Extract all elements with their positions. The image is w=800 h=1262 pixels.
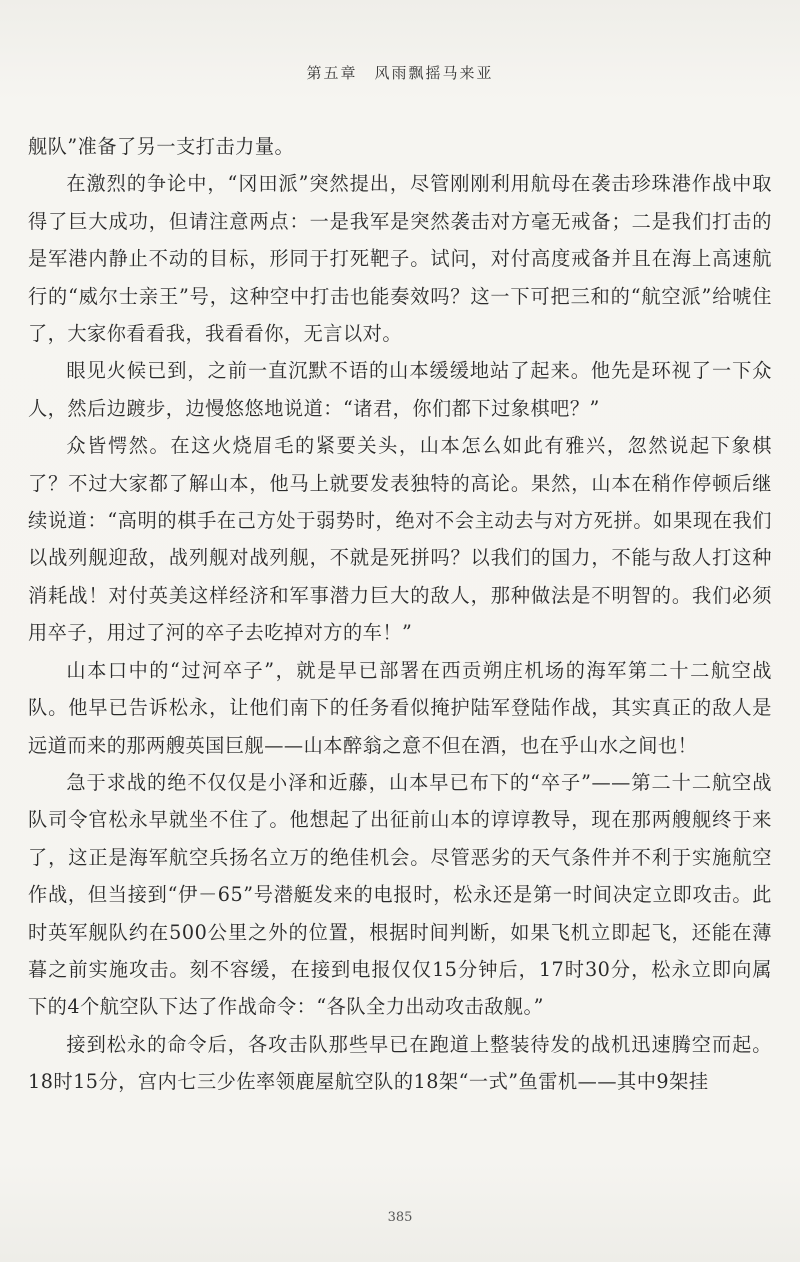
paragraph: 众皆愕然。在这火烧眉毛的紧要关头，山本怎么如此有雅兴，忽然说起下象棋了？不过大家都了解山本，他马上就要发表独特的高论。果然，山本在稍作停顿后继续说道：“高明的棋手在己方处于弱势时，绝对不会主动去与对方死拼。如果现在我们以战列舰迎敌，战列舰对战列舰，不就是死拼吗？以我们的国力，不能与敌人打这种消耗战！对付英美这样经济和军事潜力巨大的敌人，那种做法是不明智的。我们必须用卒子，用过了河的卒子去吃掉对方的车！” <box>28 434 772 645</box>
body-text <box>28 128 772 1101</box>
paragraph: 舰队”准备了另一支打击力量。 <box>28 135 295 158</box>
paragraph: 在激烈的争论中，“冈田派”突然提出，尽管刚刚利用航母在袭击珍珠港作战中取得了巨大成功，但请注意两点：一是我军是突然袭击对方毫无戒备；二是我们打击的是军港内静止不动的目标，形同于打死靶子。试问，对付高度戒备并且在海上高速航行的“威尔士亲王”号，这种空中打击也能奏效吗？这一下可把三和的“航空派”给唬住了，大家你看看我，我看看你，无言以对。 <box>28 172 772 346</box>
paragraph: 接到松永的命令后，各攻击队那些早已在跑道上整装待发的战机迅速腾空而起。18时15分，宫内七三少佐率领鹿屋航空队的18架“一式”鱼雷机——其中9架挂 <box>28 1032 772 1094</box>
paragraph: 眼见火候已到，之前一直沉默不语的山本缓缓地站了起来。他先是环视了一下众人，然后边踱步，边慢悠悠地说道：“诸君，你们都下过象棋吧？” <box>28 359 772 420</box>
running-header: 第五章 风雨飘摇马来亚 <box>306 64 494 82</box>
page-number: 385 <box>387 1210 413 1225</box>
paragraph: 急于求战的绝不仅仅是小泽和近藤，山本早已布下的“卒子”——第二十二航空战队司令官松永早就坐不住了。他想起了出征前山本的谆谆教导，现在那两艘舰终于来了，这正是海军航空兵扬名立万的绝佳机会。尽管恶劣的天气条件并不利于实施航空作战，但当接到“伊－65”号潜艇发来的电报时，松永还是第一时间决定立即攻击。此时英军舰队约在500公里之外的位置，根据时间判断，如果飞机立即起飞，还能在薄暮之前实施攻击。刻不容缓，在接到电报仅仅15分钟后，17时30分，松永立即向属下的4个航空队下达了作战命令：“各队全力出动攻击敌舰。” <box>28 770 772 1019</box>
paragraph: 山本口中的“过河卒子”，就是早已部署在西贡朔庄机场的海军第二十二航空战队。他早已告诉松永，让他们南下的任务看似掩护陆军登陆作战，其实真正的敌人是远道而来的那两艘英国巨舰——山本醉翁之意不但在酒，也在乎山水之间也！ <box>28 658 772 757</box>
